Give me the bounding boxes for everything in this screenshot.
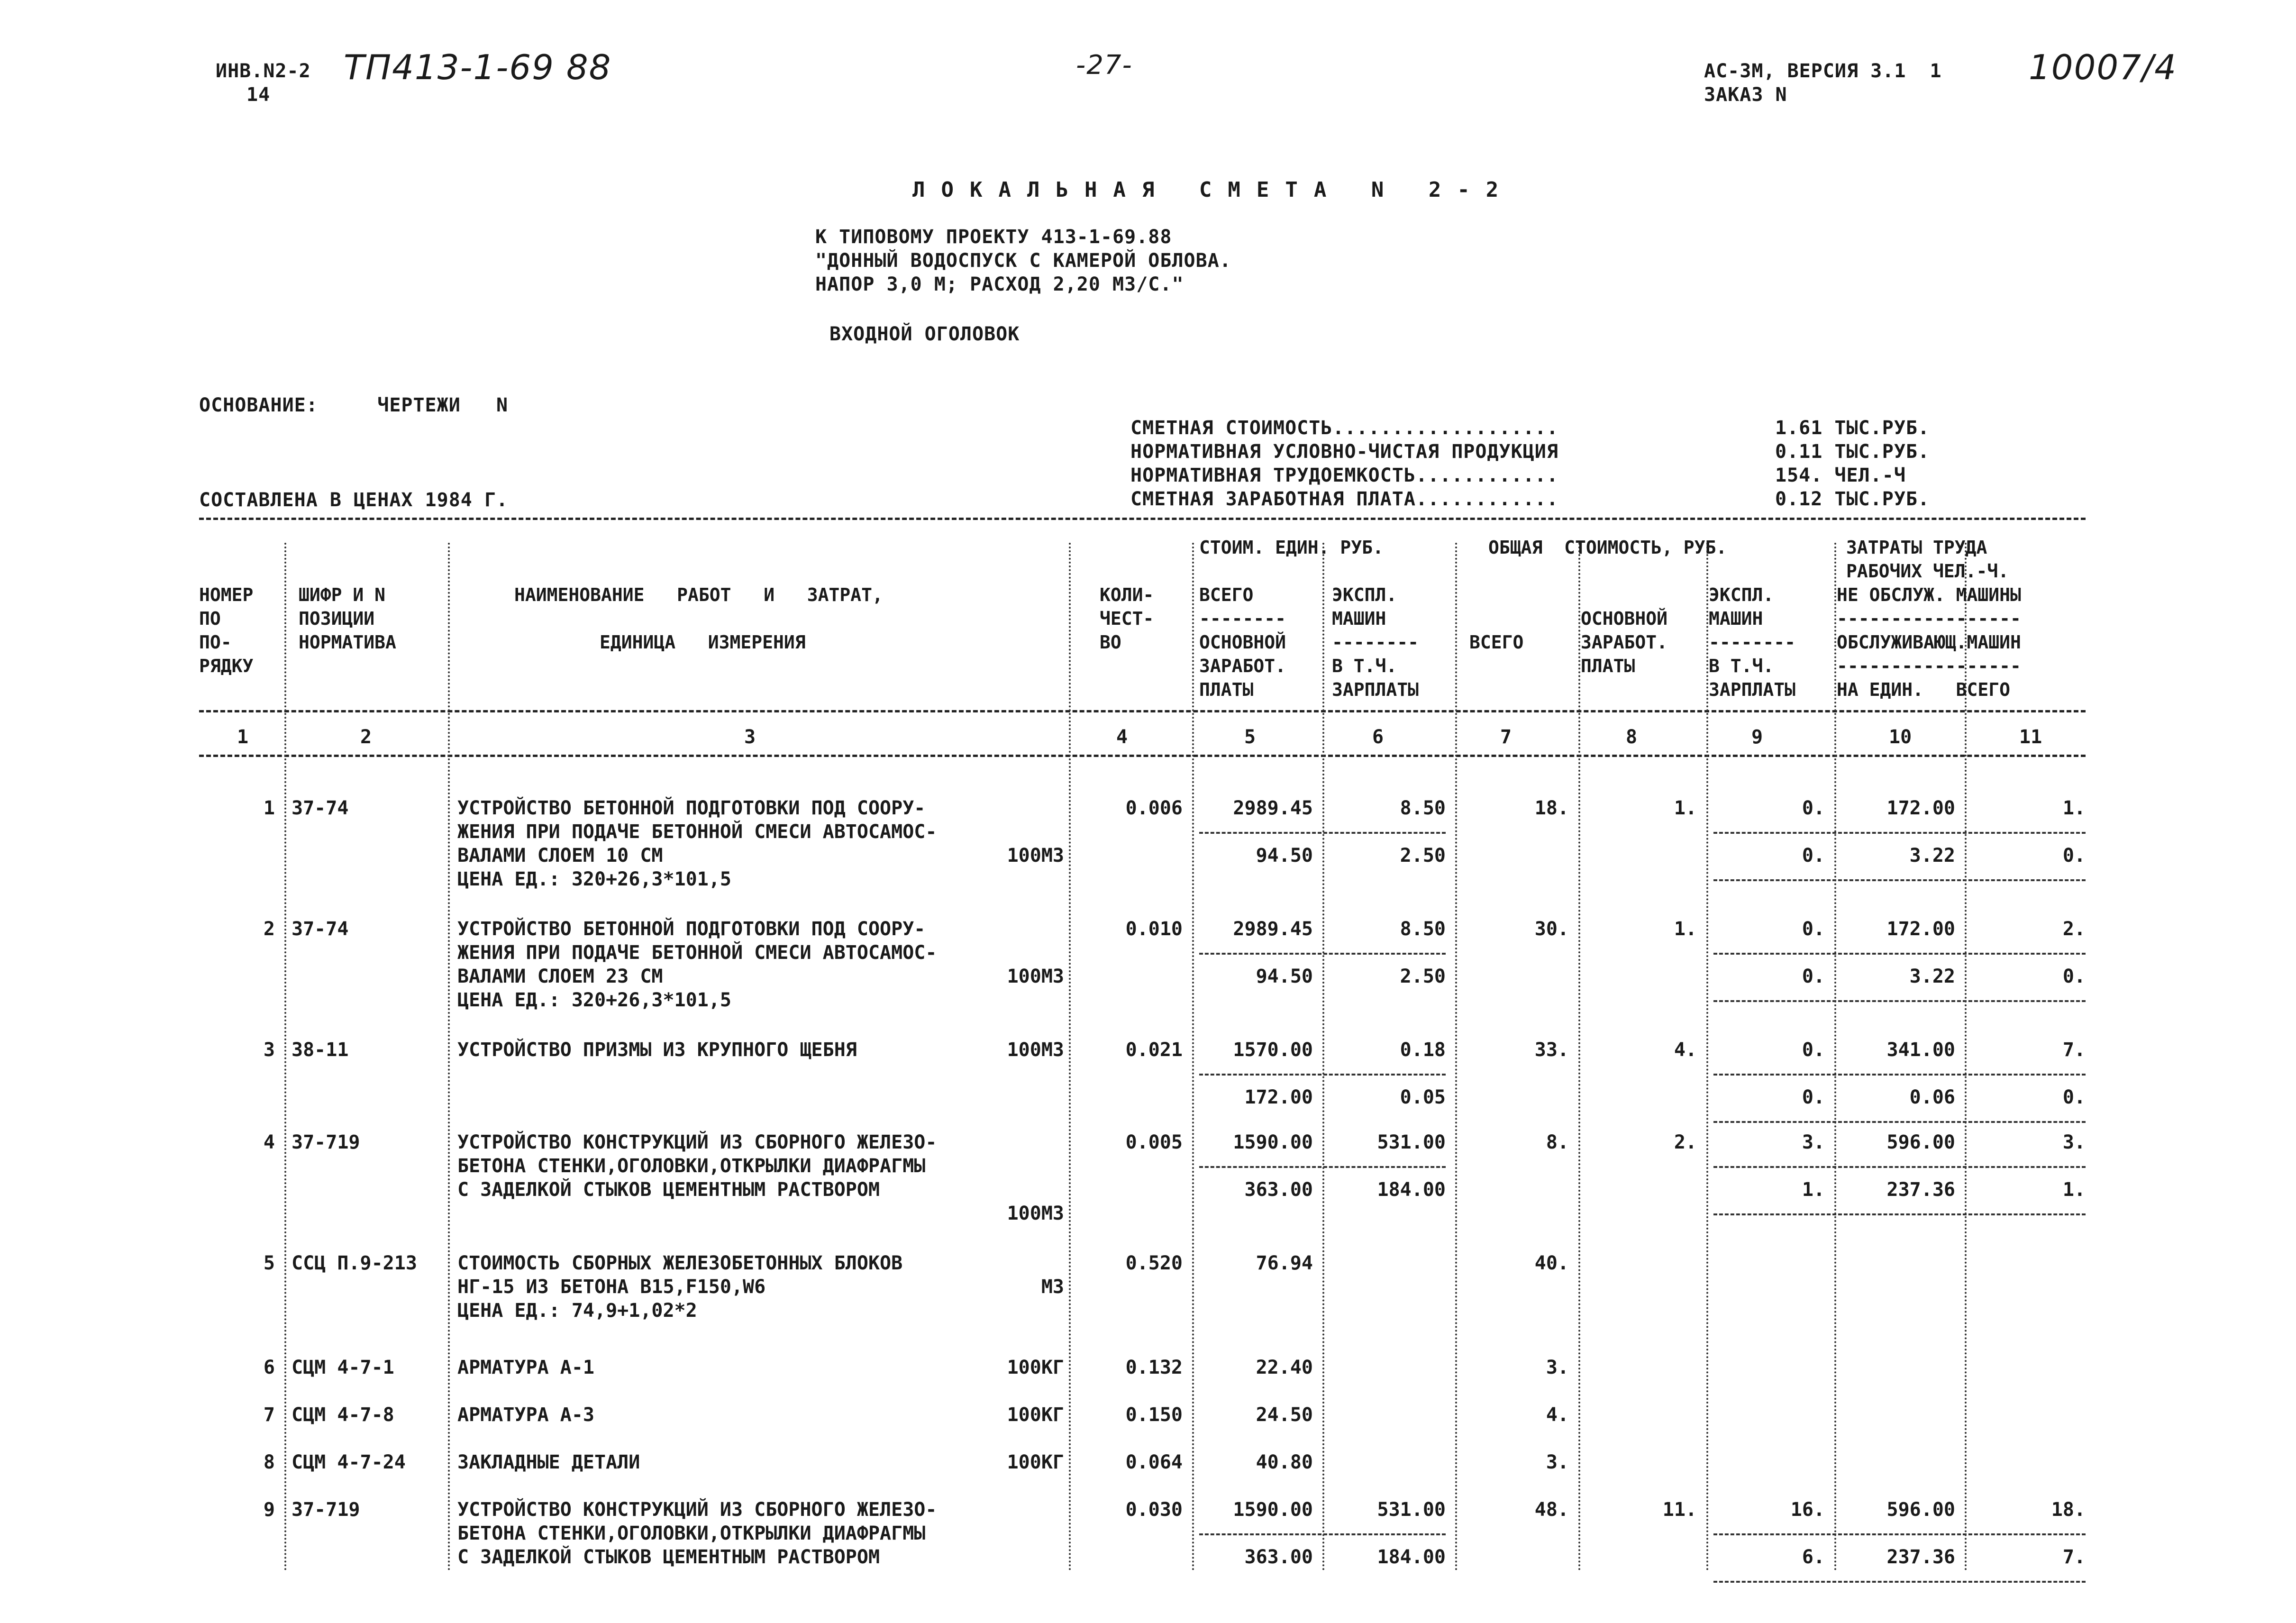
inventory-sub: 14 xyxy=(246,84,271,106)
cell-subdivider xyxy=(1713,1166,2086,1168)
row-total: 33. xyxy=(1534,1039,1569,1061)
summary-value: 1.61 ТЫС.РУБ. xyxy=(1775,417,1930,439)
row-name-line: СТОИМОСТЬ СБОРНЫХ ЖЕЛЕЗОБЕТОННЫХ БЛОКОВ xyxy=(457,1252,903,1274)
row-number: 4 xyxy=(263,1131,275,1153)
row-unit-total: 1570.00 xyxy=(1233,1039,1313,1061)
row-total: 3. xyxy=(1546,1451,1569,1473)
row-total: 3. xyxy=(1546,1357,1569,1378)
section-title: ВХОДНОЙ ОГОЛОВОК xyxy=(829,323,1020,345)
col-header-machines-unit: ЭКСПЛ. МАШИН -------- В Т.Ч. ЗАРПЛАТЫ xyxy=(1332,584,1419,700)
row-name-line: АРМАТУРА А-1 xyxy=(457,1357,594,1378)
row-name-line: С ЗАДЕЛКОЙ СТЫКОВ ЦЕМЕНТНЫМ РАСТВОРОМ xyxy=(457,1546,880,1568)
row-number: 7 xyxy=(263,1404,275,1426)
row-machine-wages: 0. xyxy=(1802,966,1825,987)
col-header-quantity: КОЛИ- ЧЕСТ- ВО xyxy=(1100,584,1154,653)
col-header-machines: ЭКСПЛ. МАШИН -------- В Т.Ч. ЗАРПЛАТЫ xyxy=(1709,584,1796,700)
row-extra: ЦЕНА ЕД.: 320+26,3*101,5 xyxy=(457,868,731,890)
column-number: 2 xyxy=(360,726,372,748)
row-number: 1 xyxy=(263,797,275,819)
row-code: 37-719 xyxy=(292,1131,360,1153)
row-name-line: УСТРОЙСТВО БЕТОННОЙ ПОДГОТОВКИ ПОД СООРУ- xyxy=(457,918,926,940)
column-separator xyxy=(448,543,450,1571)
row-quantity: 0.520 xyxy=(1125,1252,1183,1274)
row-unit-machines: 531.00 xyxy=(1377,1131,1446,1153)
row-labor-machine-total: 0. xyxy=(2062,966,2086,987)
row-machine-wages: 0. xyxy=(1802,1086,1825,1108)
row-wages: 4. xyxy=(1674,1039,1697,1061)
cell-subdivider xyxy=(1199,832,1446,834)
row-number: 8 xyxy=(263,1451,275,1473)
column-number: 6 xyxy=(1372,726,1384,748)
row-code: СЦМ 4-7-8 xyxy=(292,1404,394,1426)
row-machines: 0. xyxy=(1802,1039,1825,1061)
basis-line: ОСНОВАНИЕ: ЧЕРТЕЖИ N xyxy=(199,394,509,416)
row-unit-total: 1590.00 xyxy=(1233,1131,1313,1153)
row-unit-total: 40.80 xyxy=(1256,1451,1313,1473)
col-header-code: ШИФР И N ПОЗИЦИИ НОРМАТИВА xyxy=(299,584,396,653)
row-number: 6 xyxy=(263,1357,275,1378)
col-header-labor-detail: НЕ ОБСЛУЖ. МАШИНЫ ----------------- ОБСЛУЖИВАЮЩ.МАШИН ----------------- НА ЕДИН. ВСЕГО xyxy=(1837,584,2021,700)
row-labor-machine-total: 7. xyxy=(2062,1546,2086,1568)
row-wages: 1. xyxy=(1674,797,1697,819)
row-unit: 100КГ xyxy=(1007,1451,1064,1473)
summary-label: СМЕТНАЯ СТОИМОСТЬ................... xyxy=(1130,417,1558,439)
subtitle-line-2: "ДОННЫЙ ВОДОСПУСК С КАМЕРОЙ ОБЛОВА. xyxy=(815,250,1231,272)
cell-subdivider xyxy=(1199,1533,1446,1535)
col-header-labor: ЗАТРАТЫ ТРУДА РАБОЧИХ ЧЕЛ.-Ч. xyxy=(1846,537,2009,582)
summary-label: СМЕТНАЯ ЗАРАБОТНАЯ ПЛАТА............ xyxy=(1130,488,1558,510)
cell-subdivider xyxy=(1199,1074,1446,1076)
row-number: 5 xyxy=(263,1252,275,1274)
header-rule-top xyxy=(199,518,2086,520)
col-header-total-cost: ОБЩАЯ СТОИМОСТЬ, РУБ. xyxy=(1488,537,1727,558)
cell-subdivider xyxy=(1713,1000,2086,1002)
row-quantity: 0.005 xyxy=(1125,1131,1183,1153)
row-code: 37-719 xyxy=(292,1499,360,1521)
col-header-total-unit: ВСЕГО -------- ОСНОВНОЙ ЗАРАБОТ. ПЛАТЫ xyxy=(1199,584,1286,700)
row-unit: М3 xyxy=(1041,1276,1064,1298)
summary-label: НОРМАТИВНАЯ УСЛОВНО-ЧИСТАЯ ПРОДУКЦИЯ xyxy=(1130,441,1558,463)
row-name-line: БЕТОНА СТЕНКИ,ОГОЛОВКИ,ОТКРЫЛКИ ДИАФРАГМЫ xyxy=(457,1523,926,1544)
row-labor-machine-total: 1. xyxy=(2062,1179,2086,1201)
row-name-line: ВАЛАМИ СЛОЕМ 23 СМ xyxy=(457,966,663,987)
row-name-line: ВАЛАМИ СЛОЕМ 10 СМ xyxy=(457,845,663,866)
column-number: 1 xyxy=(237,726,249,748)
row-labor-machine-unit: 237.36 xyxy=(1886,1546,1955,1568)
cell-subdivider xyxy=(1713,832,2086,834)
row-unit-total: 1590.00 xyxy=(1233,1499,1313,1521)
row-wages: 2. xyxy=(1674,1131,1697,1153)
subtitle-line-1: К ТИПОВОМУ ПРОЕКТУ 413-1-69.88 xyxy=(815,226,1172,248)
row-unit: 100КГ xyxy=(1007,1357,1064,1378)
row-unit-total: 2989.45 xyxy=(1233,797,1313,819)
row-machine-wages: 1. xyxy=(1802,1179,1825,1201)
row-quantity: 0.006 xyxy=(1125,797,1183,819)
row-number: 3 xyxy=(263,1039,275,1061)
row-name-line: ЗАКЛАДНЫЕ ДЕТАЛИ xyxy=(457,1451,640,1473)
row-unit: 100М3 xyxy=(1007,1039,1064,1061)
row-quantity: 0.064 xyxy=(1125,1451,1183,1473)
row-unit-machines: 0.18 xyxy=(1400,1039,1446,1061)
row-labor-unit: 596.00 xyxy=(1886,1499,1955,1521)
row-unit-total: 76.94 xyxy=(1256,1252,1313,1274)
header-rule-bottom xyxy=(199,755,2086,757)
row-machines: 16. xyxy=(1790,1499,1825,1521)
row-labor-total: 3. xyxy=(2062,1131,2086,1153)
row-labor-unit: 172.00 xyxy=(1886,918,1955,940)
row-quantity: 0.150 xyxy=(1125,1404,1183,1426)
row-machine-wages: 6. xyxy=(1802,1546,1825,1568)
row-unit-total: 24.50 xyxy=(1256,1404,1313,1426)
row-code: 37-74 xyxy=(292,797,349,819)
row-wages: 11. xyxy=(1662,1499,1697,1521)
row-labor-total: 1. xyxy=(2062,797,2086,819)
col-header-unit-cost: СТОИМ. ЕДИН. РУБ. xyxy=(1199,537,1384,558)
row-total: 48. xyxy=(1534,1499,1569,1521)
row-code: ССЦ П.9-213 xyxy=(292,1252,417,1274)
row-code: СЦМ 4-7-1 xyxy=(292,1357,394,1378)
row-code: 37-74 xyxy=(292,918,349,940)
row-unit-machine-wages: 184.00 xyxy=(1377,1179,1446,1201)
row-name-line: УСТРОЙСТВО ПРИЗМЫ ИЗ КРУПНОГО ЩЕБНЯ xyxy=(457,1039,857,1061)
cell-subdivider xyxy=(1199,1166,1446,1168)
row-quantity: 0.132 xyxy=(1125,1357,1183,1378)
summary-label: НОРМАТИВНАЯ ТРУДОЕМКОСТЬ............ xyxy=(1130,465,1558,486)
row-name-line: ЖЕНИЯ ПРИ ПОДАЧЕ БЕТОННОЙ СМЕСИ АВТОСАМОС- xyxy=(457,942,937,964)
row-number: 9 xyxy=(263,1499,275,1521)
row-unit-machine-wages: 0.05 xyxy=(1400,1086,1446,1108)
column-number: 5 xyxy=(1244,726,1256,748)
order-label: ЗАКАЗ N xyxy=(1704,84,1787,106)
cell-subdivider xyxy=(1713,1533,2086,1535)
row-unit: 100М3 xyxy=(1007,966,1064,987)
summary-value: 0.12 ТЫС.РУБ. xyxy=(1775,488,1930,510)
row-labor-total: 2. xyxy=(2062,918,2086,940)
subtitle-line-3: НАПОР 3,0 М; РАСХОД 2,20 М3/С." xyxy=(815,274,1184,295)
row-unit: 100М3 xyxy=(1007,845,1064,866)
row-extra: ЦЕНА ЕД.: 320+26,3*101,5 xyxy=(457,989,731,1011)
row-total: 4. xyxy=(1546,1404,1569,1426)
inventory-handwritten: ТП413-1-69 88 xyxy=(344,47,612,87)
row-labor-total: 18. xyxy=(2051,1499,2086,1521)
cell-subdivider xyxy=(1713,1581,2086,1583)
row-name-line: УСТРОЙСТВО КОНСТРУКЦИЙ ИЗ СБОРНОГО ЖЕЛЕЗО- xyxy=(457,1499,937,1521)
column-number: 3 xyxy=(744,726,756,748)
row-name-line: ЖЕНИЯ ПРИ ПОДАЧЕ БЕТОННОЙ СМЕСИ АВТОСАМОС- xyxy=(457,821,937,843)
column-number: 9 xyxy=(1751,726,1763,748)
cell-subdivider xyxy=(1713,1121,2086,1123)
row-machines: 0. xyxy=(1802,797,1825,819)
row-unit-machine-wages: 2.50 xyxy=(1400,966,1446,987)
page-title: ЛОКАЛЬНАЯ СМЕТА N 2-2 xyxy=(912,178,1515,202)
row-labor-machine-unit: 237.36 xyxy=(1886,1179,1955,1201)
cell-subdivider xyxy=(1713,1213,2086,1215)
row-labor-unit: 341.00 xyxy=(1886,1039,1955,1061)
column-separator xyxy=(284,543,286,1571)
row-labor-machine-total: 0. xyxy=(2062,1086,2086,1108)
col-header-number: НОМЕР ПО ПО- РЯДКУ xyxy=(199,584,254,676)
row-name-line: АРМАТУРА А-3 xyxy=(457,1404,594,1426)
row-total: 40. xyxy=(1534,1252,1569,1274)
row-machines: 3. xyxy=(1802,1131,1825,1153)
row-unit-machine-wages: 184.00 xyxy=(1377,1546,1446,1568)
cell-subdivider xyxy=(1713,1074,2086,1076)
row-labor-machine-unit: 3.22 xyxy=(1909,966,1955,987)
row-unit: 100М3 xyxy=(1007,1203,1064,1224)
summary-value: 0.11 ТЫС.РУБ. xyxy=(1775,441,1930,463)
row-unit-total: 22.40 xyxy=(1256,1357,1313,1378)
col-header-unit: ЕДИНИЦА ИЗМЕРЕНИЯ xyxy=(600,632,806,653)
row-name-line: НГ-15 ИЗ БЕТОНА В15,F150,W6 xyxy=(457,1276,766,1298)
row-total: 30. xyxy=(1534,918,1569,940)
row-unit-machines: 8.50 xyxy=(1400,797,1446,819)
row-unit: 100КГ xyxy=(1007,1404,1064,1426)
row-labor-machine-unit: 3.22 xyxy=(1909,845,1955,866)
column-number: 7 xyxy=(1500,726,1512,748)
summary-value: 154. ЧЕЛ.-Ч xyxy=(1775,465,1906,486)
column-number: 4 xyxy=(1116,726,1128,748)
version-handwritten: 10007/4 xyxy=(2029,47,2178,87)
row-unit-wages: 363.00 xyxy=(1244,1546,1313,1568)
row-total: 8. xyxy=(1546,1131,1569,1153)
cell-subdivider xyxy=(1713,879,2086,881)
column-number: 11 xyxy=(2019,726,2042,748)
col-header-name: НАИМЕНОВАНИЕ РАБОТ И ЗАТРАТ, xyxy=(514,584,883,605)
cell-subdivider xyxy=(1713,953,2086,955)
row-unit-total: 2989.45 xyxy=(1233,918,1313,940)
row-unit-machines: 531.00 xyxy=(1377,1499,1446,1521)
row-quantity: 0.021 xyxy=(1125,1039,1183,1061)
column-number: 10 xyxy=(1889,726,1912,748)
row-labor-machine-total: 0. xyxy=(2062,845,2086,866)
row-labor-unit: 172.00 xyxy=(1886,797,1955,819)
row-unit-wages: 172.00 xyxy=(1244,1086,1313,1108)
page-number: -27- xyxy=(1076,50,1133,81)
row-total: 18. xyxy=(1534,797,1569,819)
header-rule-mid xyxy=(199,710,2086,712)
column-number: 8 xyxy=(1626,726,1638,748)
inventory-label: ИНВ.N2-2 xyxy=(216,60,311,82)
version-label: АС-3М, ВЕРСИЯ 3.1 1 xyxy=(1704,60,1942,82)
row-name-line: БЕТОНА СТЕНКИ,ОГОЛОВКИ,ОТКРЫЛКИ ДИАФРАГМЫ xyxy=(457,1155,926,1177)
prices-year: СОСТАВЛЕНА В ЦЕНАХ 1984 Г. xyxy=(199,489,509,511)
row-unit-wages: 94.50 xyxy=(1256,966,1313,987)
row-name-line: УСТРОЙСТВО БЕТОННОЙ ПОДГОТОВКИ ПОД СООРУ- xyxy=(457,797,926,819)
row-unit-machines: 8.50 xyxy=(1400,918,1446,940)
row-name-line: С ЗАДЕЛКОЙ СТЫКОВ ЦЕМЕНТНЫМ РАСТВОРОМ xyxy=(457,1179,880,1201)
row-unit-machine-wages: 2.50 xyxy=(1400,845,1446,866)
row-number: 2 xyxy=(263,918,275,940)
row-code: СЦМ 4-7-24 xyxy=(292,1451,406,1473)
row-code: 38-11 xyxy=(292,1039,349,1061)
row-wages: 1. xyxy=(1674,918,1697,940)
col-header-wages: ОСНОВНОЙ ЗАРАБОТ. ПЛАТЫ xyxy=(1581,608,1668,676)
row-labor-machine-unit: 0.06 xyxy=(1909,1086,1955,1108)
row-name-line: УСТРОЙСТВО КОНСТРУКЦИЙ ИЗ СБОРНОГО ЖЕЛЕЗО- xyxy=(457,1131,937,1153)
cell-subdivider xyxy=(1199,953,1446,955)
row-extra: ЦЕНА ЕД.: 74,9+1,02*2 xyxy=(457,1300,697,1322)
row-quantity: 0.010 xyxy=(1125,918,1183,940)
row-unit-wages: 94.50 xyxy=(1256,845,1313,866)
row-machine-wages: 0. xyxy=(1802,845,1825,866)
row-labor-unit: 596.00 xyxy=(1886,1131,1955,1153)
col-header-total: ВСЕГО xyxy=(1469,632,1524,653)
row-quantity: 0.030 xyxy=(1125,1499,1183,1521)
row-unit-wages: 363.00 xyxy=(1244,1179,1313,1201)
row-labor-total: 7. xyxy=(2062,1039,2086,1061)
row-machines: 0. xyxy=(1802,918,1825,940)
